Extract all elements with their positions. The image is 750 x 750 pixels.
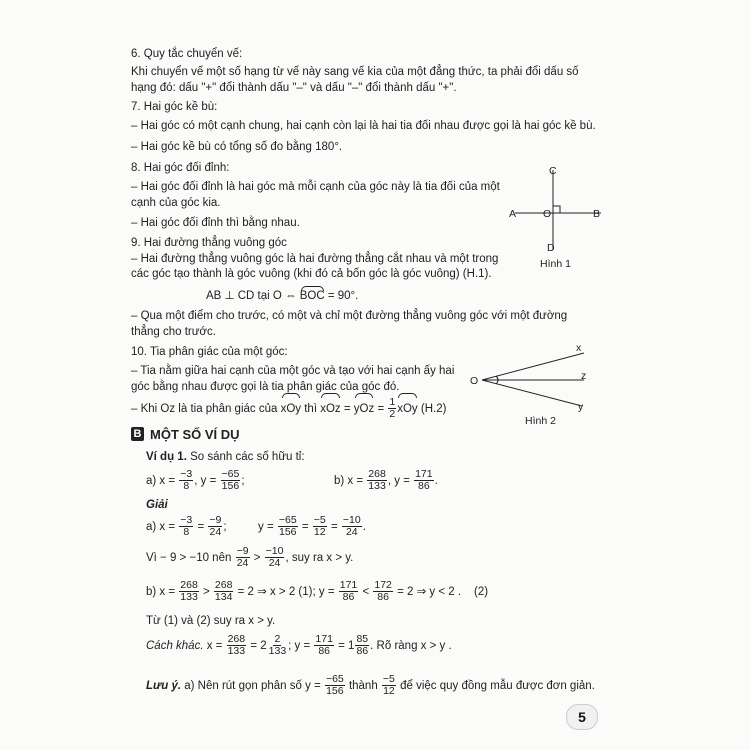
- rule-9-text-1: – Hai đường thẳng vuông góc là hai đường thẳng cắt nhau và một trong: [131, 253, 499, 265]
- label-z: z: [581, 370, 587, 382]
- rule-6-heading: 6. Quy tắc chuyển vế:: [131, 48, 243, 60]
- solution-a-line-1: a) x = $\frac{-3}{8}$ = $\frac{-9}{24}$ ;: [146, 514, 227, 539]
- example-1-part-a: a) x = $\frac{-3}{8}$ , y = $\frac{-65}{156}$ ;: [146, 468, 245, 493]
- solution-conclusion: Từ (1) và (2) suy ra x > y.: [146, 615, 276, 627]
- ray-ox: [482, 353, 587, 382]
- label-y: y: [578, 401, 584, 413]
- solution-a-line-1-y: y = $\frac{-65}{156}$ = $\frac{-5}{12}$ = $\frac{-10}{24}$ .: [258, 514, 366, 539]
- rule-8-heading: 8. Hai góc đối đỉnh:: [131, 162, 230, 174]
- label-x: x: [576, 342, 582, 354]
- rule-7-heading: 7. Hai góc kề bù:: [131, 101, 218, 113]
- section-title: MỘT SỐ VÍ DỤ: [150, 427, 240, 442]
- rule-10-text-1: – Tia nằm giữa hai cạnh của một góc và tạo với hai cạnh ấy hai: [131, 365, 455, 377]
- figure-2-angle-bisector: [460, 340, 600, 432]
- rule-8-text-3: – Hai góc đối đỉnh thì bằng nhau.: [131, 217, 300, 229]
- note: Lưu ý. a) Nên rút gọn phân số y = $\frac{-65}{156}$ thành $\frac{-5}{12}$ để việc quy đồng mẫu được đơn giản.: [146, 673, 595, 698]
- label-o: O: [543, 208, 552, 220]
- solution-label: Giải: [146, 499, 168, 511]
- figure-1-caption: Hình 1: [540, 258, 571, 270]
- right-angle-mark: [553, 206, 560, 213]
- section-badge: B: [131, 427, 144, 441]
- rule-10-text-2: góc bằng nhau được gọi là tia phân giác của góc đó.: [131, 381, 400, 393]
- solution-a-line-2: Vì − 9 > −10 nên $\frac{-9}{24}$ > $\frac{-10}{24}$ , suy ra x > y.: [146, 545, 354, 570]
- example-1-part-b: b) x = $\frac{268}{133}$ , y = $\frac{171}{86}$ .: [334, 468, 438, 493]
- figure-1-perpendicular-lines: [505, 160, 605, 272]
- example-1-title: Ví dụ 1. So sánh các số hữu tỉ:: [146, 451, 305, 463]
- label-b: B: [593, 208, 601, 220]
- rule-9-text-3: – Qua một điểm cho trước, có một và chỉ một đường thẳng vuông góc với một đường: [131, 310, 568, 322]
- solution-b-tag: (2): [474, 586, 489, 598]
- rule-10-heading: 10. Tia phân giác của một góc:: [131, 346, 288, 358]
- label-d: D: [547, 242, 555, 254]
- rule-7-text-1: – Hai góc có một cạnh chung, hai cạnh còn lại là hai tia đối nhau được gọi là hai góc kề bù.: [131, 120, 596, 132]
- rule-9-formula: AB ⊥ CD tại O ⇔ BOC = 90°.: [206, 290, 359, 302]
- rule-8-text-1: – Hai góc đối đỉnh là hai góc mà mỗi cạnh của góc này là tia đối của một: [131, 181, 500, 193]
- label-o2: O: [470, 375, 479, 387]
- solution-b: b) x = $\frac{268}{133}$ > $\frac{268}{134}$ = 2 ⇒ x > 2 (1); y = $\frac{171}{86}$ < $\frac{172}{86}$ = 2 ⇒ y < 2 .: [146, 579, 462, 604]
- rule-9-heading: 9. Hai đường thẳng vuông góc: [131, 237, 287, 249]
- rule-6-text-2: hạng đó: dấu "+" đổi thành dấu "–" và dấu "–" đổi thành dấu "+".: [131, 82, 457, 94]
- page-number: 5: [566, 704, 598, 730]
- rule-10-text-3: – Khi Oz là tia phân giác của xOy thì xOz = yOz = $\frac{1}{2}$ xOy (H.2): [131, 396, 447, 421]
- alternative-solution: Cách khác. x = $\frac{268}{133}$ = 2 $\frac{2}{133}$ ; y = $\frac{171}{86}$ = 1 $\frac{85}{86}$ . Rõ ràng x > y .: [146, 633, 452, 658]
- label-c: C: [549, 165, 557, 177]
- figure-2-caption: Hình 2: [525, 415, 556, 427]
- rule-6-text-1: Khi chuyển vế một số hạng từ vế này sang vế kia của một đẳng thức, ta phải đổi dấu số: [131, 66, 579, 78]
- ray-oy: [482, 380, 582, 406]
- rule-7-text-2: – Hai góc kề bù có tổng số đo bằng 180°.: [131, 141, 343, 153]
- rule-8-text-2: cạnh của góc kia.: [131, 197, 221, 209]
- rule-9-text-2: các góc tạo thành là góc vuông (khi đó cả bốn góc là góc vuông) (H.1).: [131, 268, 492, 280]
- rule-9-text-4: thẳng cho trước.: [131, 326, 216, 338]
- label-a: A: [509, 208, 517, 220]
